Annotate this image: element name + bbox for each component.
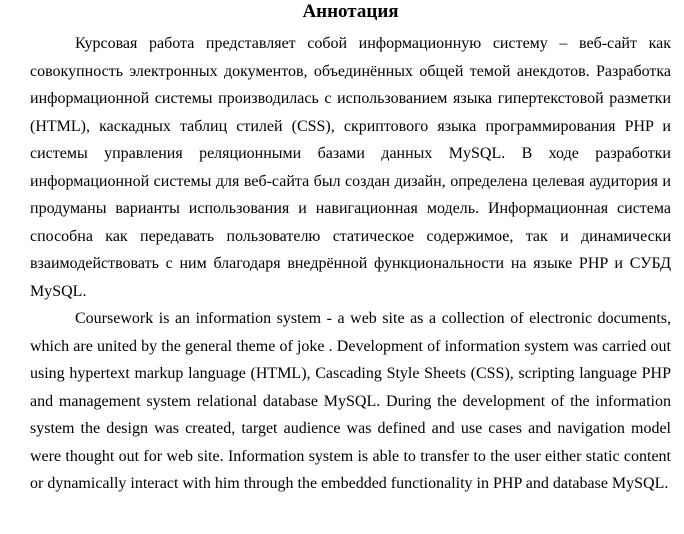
abstract-paragraph-russian: Курсовая работа представляет собой информационную систему – веб-сайт как совокупность электронных документов, объединённых общей темой анекдотов. Разработка информационной системы производилась с использованием языка гипертекстовой разметки (HTML), каскадных таблиц стилей (CSS), скриптового языка программирования PHP и системы управления реляционными базами данных MySQL. В ходе разработки информационной системы для веб-сайта был создан дизайн, определена целевая аудитория и продуманы варианты использования и навигационная модель. Информационная система способна как передавать пользователю статическое содержимое, так и динамически взаимодействовать с ним благодаря внедрённой функциональности на языке PHP и СУБД MySQL.: [30, 35, 671, 300]
abstract-paragraph-english: Coursework is an information system - a web site as a collection of electronic documents, which are united by the general theme of joke . Development of information system was carried out using hypertext markup language (HTML), Cascading Style Sheets (CSS), scripting language PHP and management system relational database MySQL. During the development of the information system the design was created, target audience was defined and use cases and navigation model were thought out for web site. Information system is able to transfer to the user either static content or dynamically interact with him through the embedded functionality in PHP and database MySQL.: [30, 310, 671, 492]
page-title: Аннотация: [302, 1, 399, 22]
document-page: [30, 0, 671, 498]
